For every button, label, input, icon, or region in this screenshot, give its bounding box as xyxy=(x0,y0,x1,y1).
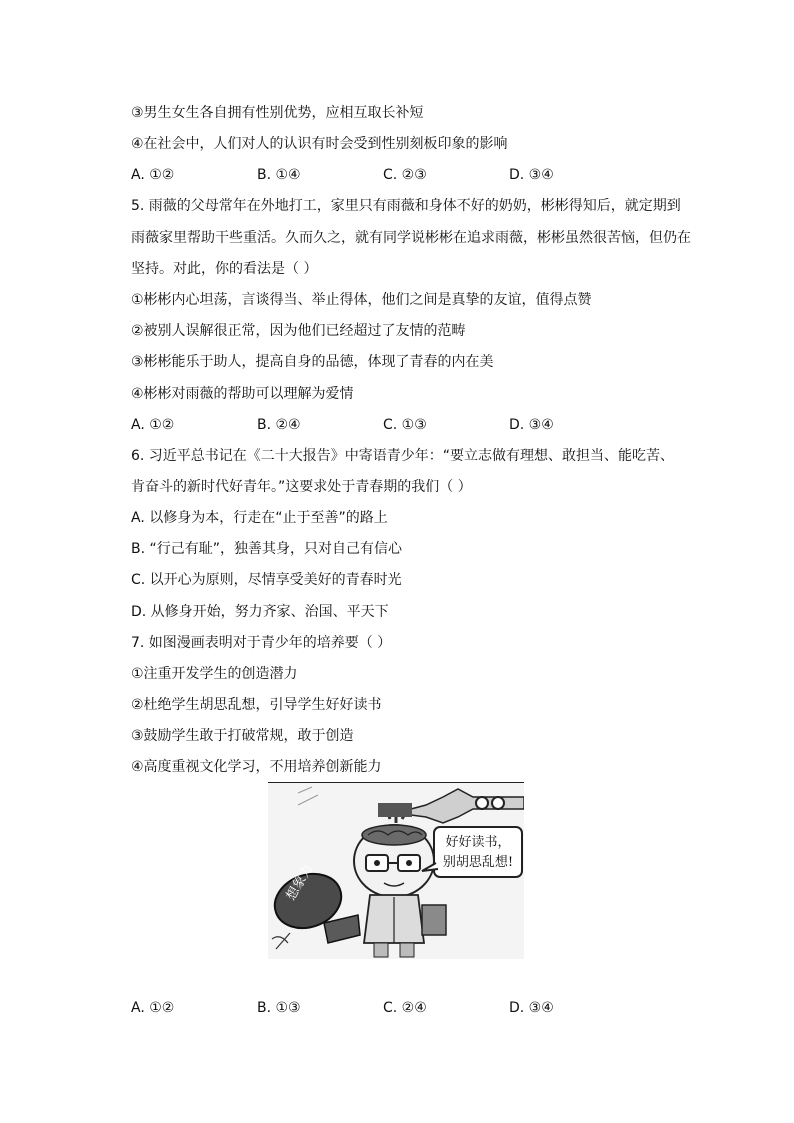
speech-bubble-line-2: 别胡思乱想! xyxy=(442,855,514,870)
q7-item-1: ①注重开发学生的创造潜力 xyxy=(131,666,298,682)
q5-stem-line-2: 雨薇家里帮助干些重活。久而久之，就有同学说彬彬在追求雨薇，彬彬虽然很苦恼，但仍在 xyxy=(131,230,691,246)
q5-stem-line-1: 5. 雨薇的父母常年在外地打工，家里只有雨薇和身体不好的奶奶，彬彬得知后，就定期到 xyxy=(131,198,681,214)
q6-choice-c[interactable]: C. 以开心为原则，尽情享受美好的青春时光 xyxy=(131,572,402,588)
q4-option-c[interactable]: C. ②③ xyxy=(383,167,427,183)
q5-item-2: ②被别人误解很正常，因为他们已经超过了友情的范畴 xyxy=(131,323,466,339)
q6-choice-d[interactable]: D. 从修身开始，努力齐家、治国、平天下 xyxy=(131,604,389,620)
q5-item-3: ③彬彬能乐于助人，提高自身的品德，体现了青春的内在美 xyxy=(131,354,494,370)
q7-options xyxy=(131,998,651,1018)
q7-item-4: ④高度重视文化学习，不用培养创新能力 xyxy=(131,759,382,775)
q4-item-4: ④在社会中，人们对人的认识有时会受到性别刻板印象的影响 xyxy=(131,136,508,152)
q6-choice-a[interactable]: A. 以修身为本，行走在“止于至善”的路上 xyxy=(131,510,388,526)
q7-cartoon-image xyxy=(268,782,524,959)
q7-option-a[interactable]: A. ①② xyxy=(131,1000,175,1016)
q7-option-c[interactable]: C. ②④ xyxy=(383,1000,427,1016)
q4-option-b[interactable]: B. ①④ xyxy=(257,167,301,183)
q6-choice-b[interactable]: B. “行己有耻”，独善其身，只对自己有信心 xyxy=(131,541,403,557)
speech-bubble-text xyxy=(438,833,518,873)
speech-bubble-line-1: 好好读书， xyxy=(445,835,511,850)
q5-option-a[interactable]: A. ①② xyxy=(131,417,175,433)
q5-option-c[interactable]: C. ①③ xyxy=(383,417,427,433)
q4-item-3: ③男生女生各自拥有性别优势，应相互取长补短 xyxy=(131,105,424,121)
q6-stem-line-2: 肯奋斗的新时代好青年。”这要求处于青春期的我们（ ） xyxy=(131,479,472,495)
q5-option-b[interactable]: B. ②④ xyxy=(257,417,301,433)
q4-option-d[interactable]: D. ③④ xyxy=(509,167,554,183)
imagination-board-text: 想象力 xyxy=(283,861,317,904)
q5-item-1: ①彬彬内心坦荡，言谈得当、举止得体，他们之间是真挚的友谊，值得点赞 xyxy=(131,292,592,308)
q7-option-d[interactable]: D. ③④ xyxy=(509,1000,554,1016)
q6-stem-line-1: 6. 习近平总书记在《二十大报告》中寄语青少年：“要立志做有理想、敢担当、能吃苦、 xyxy=(131,448,675,464)
q7-option-b[interactable]: B. ①③ xyxy=(257,1000,301,1016)
q5-option-d[interactable]: D. ③④ xyxy=(509,417,554,433)
q5-stem-line-3: 坚持。对此，你的看法是（ ） xyxy=(131,261,318,277)
q7-item-2: ②杜绝学生胡思乱想，引导学生好好读书 xyxy=(131,697,382,713)
q7-stem: 7. 如图漫画表明对于青少年的培养要（ ） xyxy=(131,635,392,651)
q4-options xyxy=(131,165,651,185)
q7-item-3: ③鼓励学生敢于打破常规，敢于创造 xyxy=(131,728,354,744)
q4-option-a[interactable]: A. ①② xyxy=(131,167,175,183)
q5-item-4: ④彬彬对雨薇的帮助可以理解为爱情 xyxy=(131,386,354,402)
q5-options xyxy=(131,415,651,435)
